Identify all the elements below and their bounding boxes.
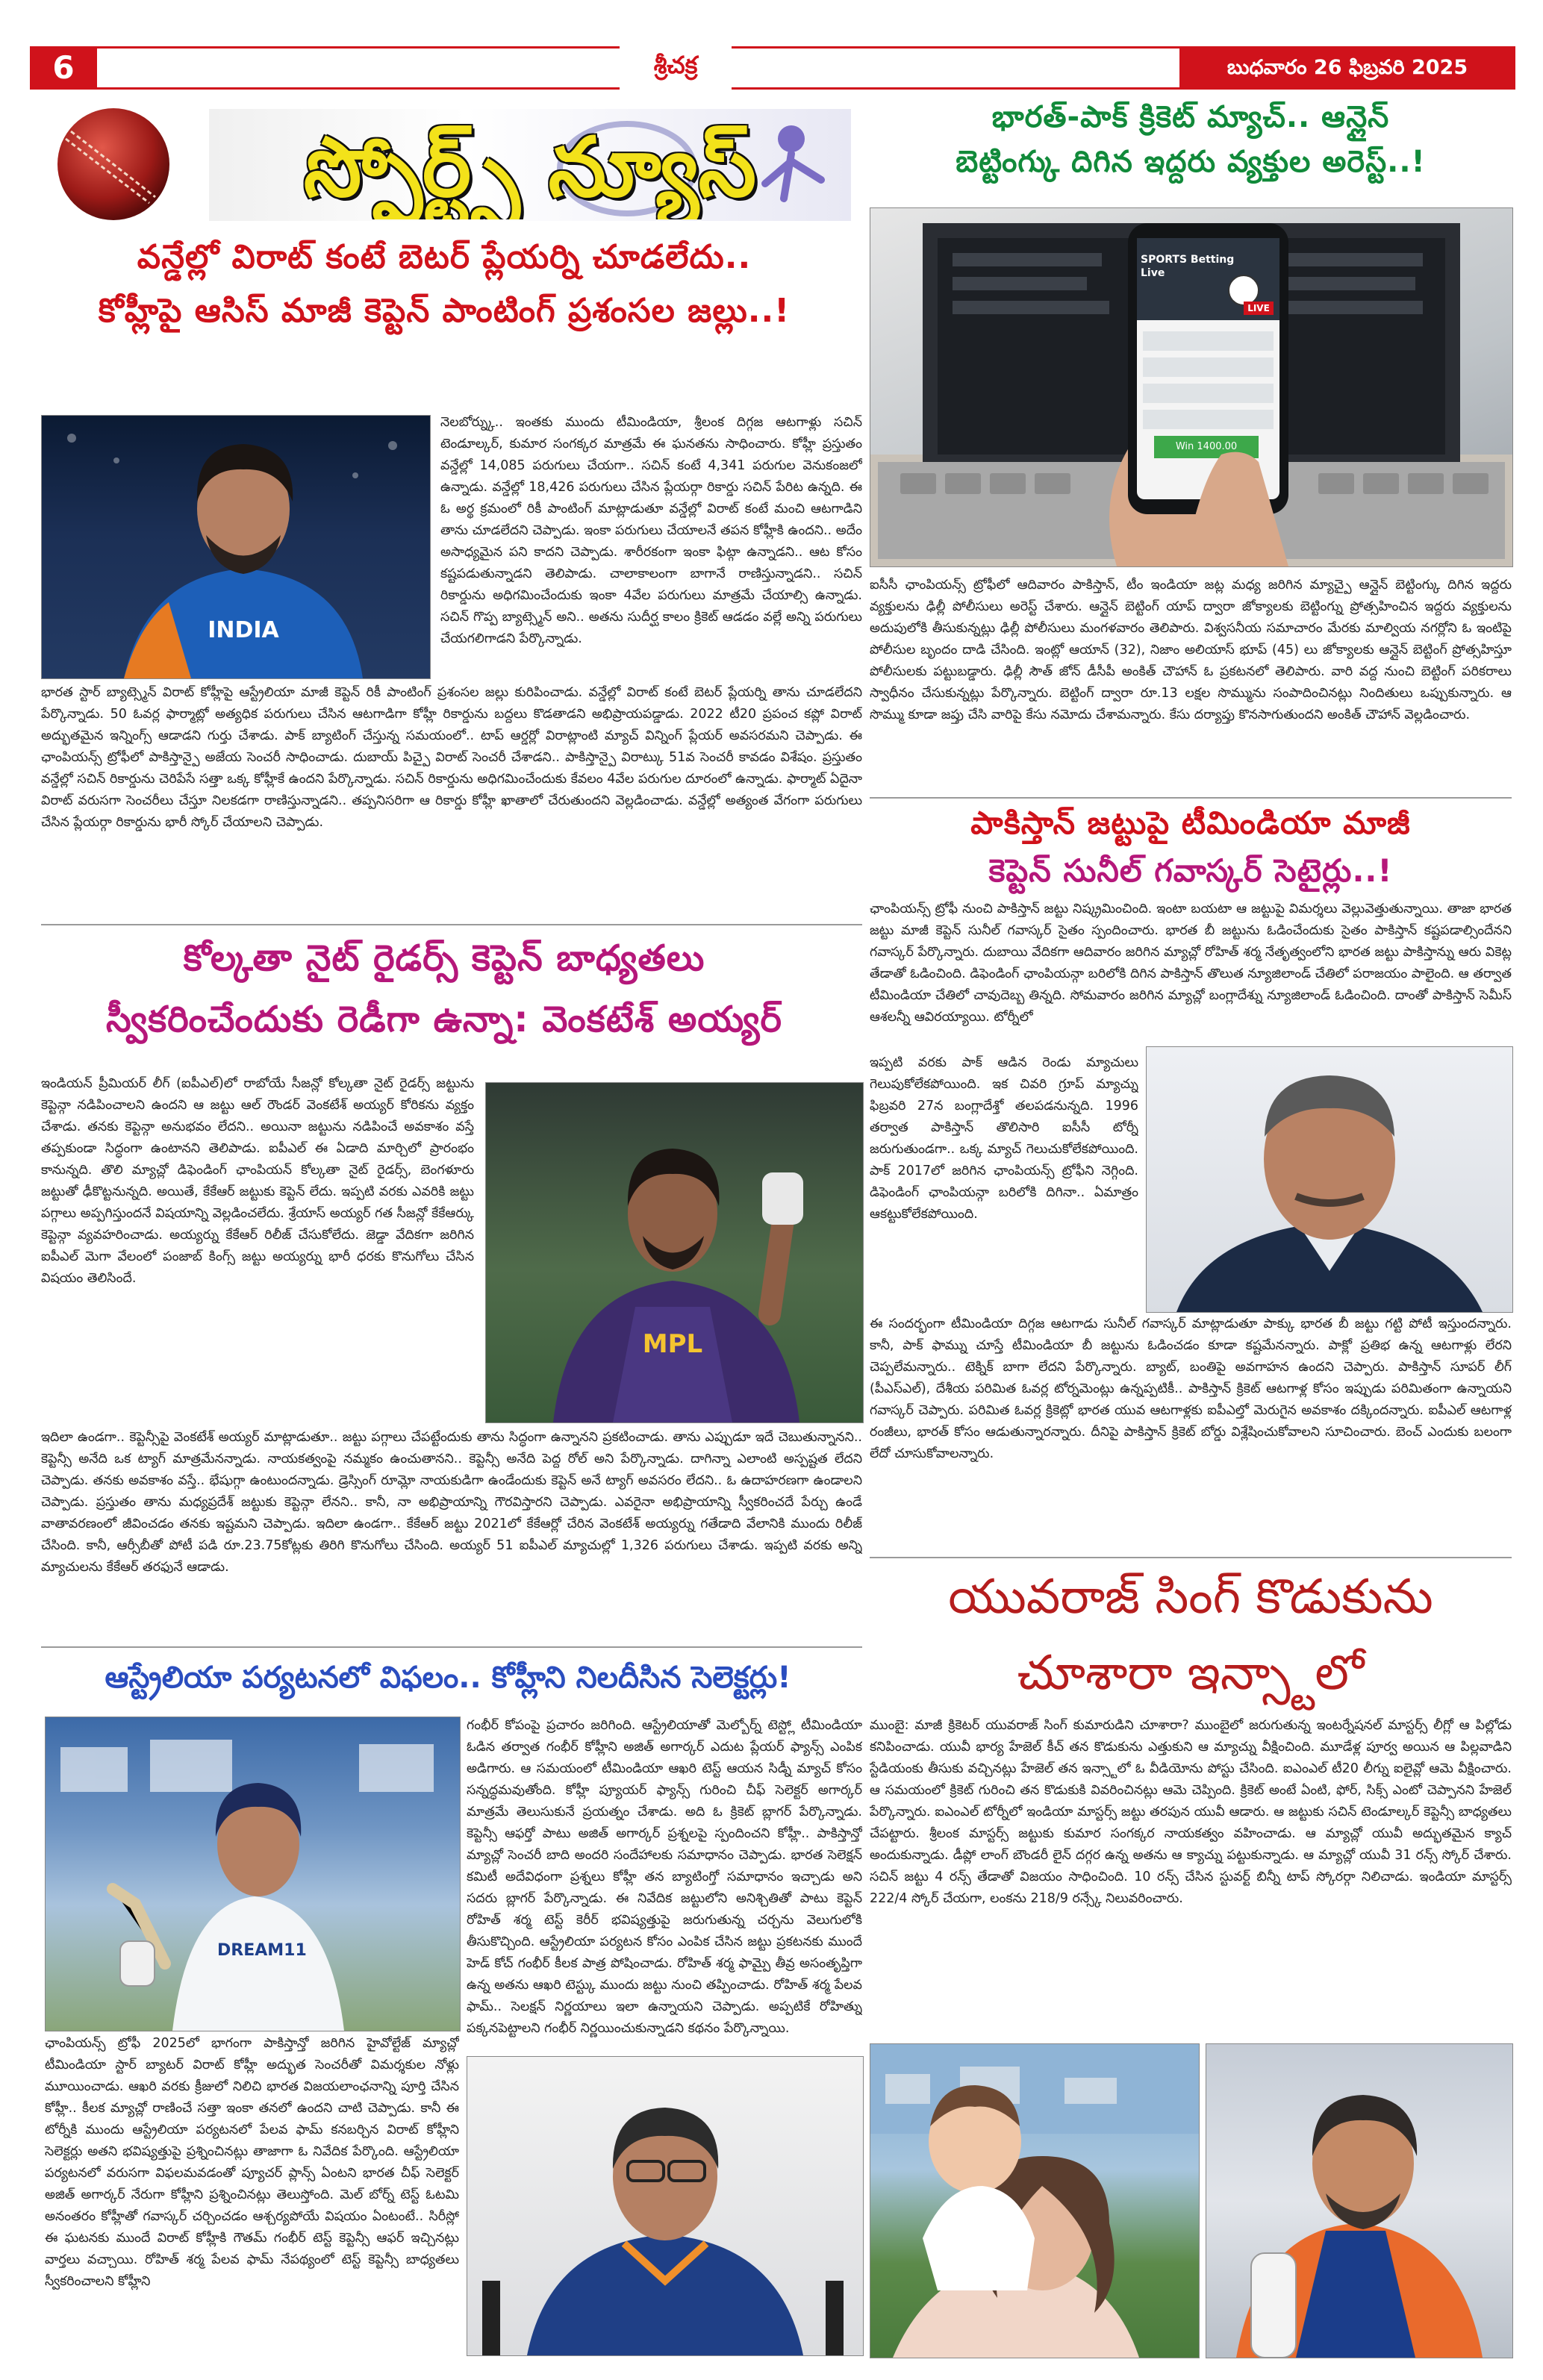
iyer-headline-2: స్వీకరించేందుకు రెడీగా ఉన్నా: వెంకటేశ్ అయ్యర్ [106, 999, 782, 1040]
betting-headline-2: బెట్టింగ్కు దిగిన ఇద్దరు వ్యక్తుల అరెస్ట్..! [956, 145, 1426, 179]
divider-gavaskar [870, 1557, 1512, 1558]
mother-child-illustration [870, 2044, 1199, 2358]
betting-photo [870, 207, 1513, 567]
yuvraj-headline-2: చూశారా ఇన్స్టాలో [1017, 1646, 1365, 1701]
yuvraj-portrait [1206, 2044, 1512, 2358]
gavaskar-photo [1146, 1046, 1513, 1313]
gavaskar-headline-1: పాకిస్తాన్ జట్టుపై టీమిండియా మాజీ [970, 805, 1411, 841]
divider-iyer [41, 1646, 862, 1648]
iyer-portrait [486, 1083, 863, 1422]
kohli-headline-1: వన్డేల్లో విరాట్ కంటే బెటర్ ప్లేయర్ని చూడలేదు.. [137, 238, 752, 276]
page-number-badge [30, 46, 97, 90]
masthead-bar-right [732, 46, 1179, 90]
section-banner [30, 103, 851, 224]
gavaskar-body-top: ఛాంపియన్స్ ట్రోఫీ నుంచి పాకిస్తాన్ జట్టు నిష్క్రమించింది. ఇంటా బయటా ఆ జట్టుపై విమర్శలు వెల్లువెత్తుతున్నాయి. తాజా భారత జట్టు మాజీ కెప్టెన్ సునీల్ గవాస్కర్ సైతం స్పందించారు. భారత బీ జట్టును ఓడించేందుకు సైతం పాకిస్తాన్ కష్టపడాల్సిందేనని గవాస్కర్ పేర్కొన్నారు. దుబాయి వేదికగా ఆదివారం జరిగిన మ్యాచ్లో రోహిత్ శర్మ నేతృత్వంలోని భారత జట్టు పాకిస్తాన్ను ఆరు వికెట్ల తేడాతో ఓడించింది. డిఫెండింగ్ ఛాంపియన్గా బరిలోకి దిగిన పాకిస్తాన్ తొలుత న్యూజిలాండ్ చేతిలో పరాజయం పాలైంది. ఆ తర్వాత టీమిండియా చేతిలో చావుదెబ్బ తిన్నది. సోమవారం జరిగిన మ్యాచ్లో బంగ్లాదేశ్ను న్యూజిలాండ్ ఓడించింది. దాంతో పాకిస్తాన్ సెమీస్ ఆశలన్నీ ఆవిరయ్యాయి. టోర్నీలో [870, 902, 1512, 1025]
betting-screen-amount: Win 1400.00 [1175, 441, 1238, 452]
kohli-headline-2: కోహ్లీపై ఆసిస్ మాజీ కెప్టెన్ పాంటింగ్ ప్రశంసల జల్లు..! [98, 292, 791, 330]
divider-betting [870, 797, 1512, 799]
cricket-ball-icon [30, 103, 202, 224]
betting-headline-1: భారత్-పాక్ క్రికెట్ మ్యాచ్.. ఆన్లైన్ [991, 100, 1390, 134]
yuvraj-family-photo [870, 2043, 1200, 2358]
betting-body: ఐసీసీ ఛాంపియన్స్ ట్రోఫీలో ఆదివారం పాకిస్తాన్, టీం ఇండియా జట్ల మధ్య జరిగిన మ్యాచ్పై ఆన్లైన్ బెట్టింగ్కు దిగిన ఇద్దరు వ్యక్తులను ఢిల్లీ పోలీసులు అరెస్ట్ చేశారు. ఆన్లైన్ బెట్టింగ్ యాప్ ద్వారా జోక్యాలకు బెట్టింగ్ను ప్రోత్సహించిన ఇద్దరు వ్యక్తులను అదుపులోకి తీసుకున్నట్లు ఢిల్లీ పోలీసులు మంగళవారం తెలిపారు. విశ్వసనీయ సమాచారం మేరకు మాల్వియ నగర్లోని ఓ ఇంటిపై పోలీసుల బృందం దాడి చేసింది. ఇంట్లో ఆయాన్ (32), నిజాం అలియాస్ భూప్ (45) లు జోక్యాలకు ఆన్లైన్ బెట్టింగ్ ప్రోత్సహిస్తూ పోలీసులకు పట్టుబడ్డారు. ఢిల్లీ సౌత్ జోన్ డీసీపీ అంకిత్ చౌహాన్ ఓ ప్రకటనలో తెలిపారు. వారి వద్ద నుంచి బెట్టింగ్ పరికరాలు స్వాధీనం చేసుకున్నట్లు పేర్కొన్నారు. బెట్టింగ్ ద్వారా రూ.13 లక్షల సొమ్మును సంపాదించినట్లు నిందితులు ఒప్పుకున్నారు. ఆ సొమ్ము కూడా జప్తు చేసి వారిపై కేసు నమోదు చేశామన్నారు. కేసు దర్యాప్తు కొనసాగుతుందని అంకిత్ చౌహాన్ వెల్లడించారు. [870, 578, 1512, 722]
iyer-body-left: ఇండియన్ ప్రీమియర్ లీగ్ (ఐపీఎల్)లో రాబోయే సీజన్లో కోల్కతా నైట్ రైడర్స్ జట్టును కెప్టెన్గా నడిపించాలని ఉందని ఆ జట్టు ఆల్ రౌండర్ వెంకటేశ్ అయ్యర్ కోరికను వ్యక్తం చేశాడు. తనకు కెప్టెన్గా అనుభవం లేదని.. అయినా జట్టును నడిపించే అవకాశం వస్తే తప్పకుండా సిద్ధంగా ఉంటానని తెలిపాడు. ఐపీఎల్ ఈ ఏడాది మార్చిలో ప్రారంభం కానున్నది. తొలి మ్యాచ్లో డిఫెండింగ్ ఛాంపియన్ కోల్కతా నైట్ రైడర్స్, బెంగళూరు జట్టుతో ఢీకొట్టనున్నది. అయితే, కేకేఆర్ జట్టుకు కెప్టెన్ లేదు. ఇప్పటి వరకు ఎవరికి జట్టు పగ్గాలు అప్పగిస్తుందనే విషయాన్ని వెల్లడించలేదు. శ్రేయాస్ అయ్యర్ గత సీజన్లో కేకేఆర్కు కెప్టెన్గా వ్యవహరించాడు. అయ్యర్ను కేకేఆర్ రిలీజ్ చేసుకోలేదు. జెడ్డా వేదికగా జరిగిన ఐపీఎల్ మెగా వేలంలో పంజాబ్ కింగ్స్ జట్టు అయ్యర్ను భారీ ధరకు కొనుగోలు చేసిన విషయం తెలిసిందే. [41, 1076, 474, 1286]
masthead-logo [620, 46, 732, 90]
kohli-walking-jersey-text: DREAM11 [217, 1941, 307, 1960]
divider-kohli [41, 924, 862, 925]
kohli-photo [41, 415, 431, 679]
gavaskar-body-bottom: ఈ సందర్భంగా టీమిండియా దిగ్గజ ఆటగాడు సునీల్ గవాస్కర్ మాట్లాడుతూ పాక్కు భారత బీ జట్టు గట్టి పోటీ ఇస్తుందన్నారు. కానీ, పాక్ ఫామ్ను చూస్తే టీమిండియా బీ జట్టును ఓడించడం కూడా కష్టమేనన్నారు. పాక్లో ప్రతిభ ఉన్న ఆటగాళ్లు లేరని చెప్పలేమన్నారు.. టెక్నిక్ బాగా లేదని పేర్కొన్నారు. బ్యాట్, బంతిపై అవగాహన ఉందని చెప్పారు. పాకిస్తాన్ సూపర్ లీగ్ (పీఎస్ఎల్), దేశీయ పరిమిత ఓవర్ల టోర్నమెంట్లు ఉన్నప్పటికీ.. పాకిస్తాన్ క్రికెట్ ఆటగాళ్ల కోసం ఇప్పుడు పరిమితంగా ఉన్నాయని గవాస్కర్ చెప్పారు. పరిమిత ఓవర్ల క్రికెట్లో భారత యువ ఆటగాళ్లకు ఐపీఎల్తో మెరుగైన అవకాశం దక్కిందన్నారు. ఐపీఎల్ ఆటగాళ్ల రంజీలు, భారత్ కోసం ఆడుతున్నారన్నారు. దీనిపై పాకిస్తాన్ క్రికెట్ బోర్డు విశ్లేషించుకోవాలని సూచించారు. బెంచ్ ఎందుకు బలంగా లేదో చూసుకోవాలన్నారు. [870, 1317, 1512, 1461]
yuvraj-photo [1206, 2043, 1513, 2358]
kohli-walking-illustration [46, 1717, 460, 2031]
agarkar-portrait [467, 2057, 863, 2355]
kohli-walking-photo [45, 1717, 461, 2031]
betting-screen-live: LIVE [1247, 303, 1270, 313]
iyer-jersey-text: MPL [642, 1329, 703, 1359]
masthead-bar-left [97, 46, 620, 90]
logo-text: శ్రీచక్ర [653, 51, 698, 79]
agarkar-photo [467, 2056, 864, 2356]
selectors-body-left: ఛాంపియన్స్ ట్రోఫీ 2025లో భాగంగా పాకిస్తాన్తో జరిగిన హైవోల్టేజ్ మ్యాచ్లో టీమిండియా స్టార్ బ్యాటర్ విరాట్ కోహ్లీ అద్భుత సెంచరీతో విమర్శకుల నోళ్లు మూయించాడు. ఆఖరి వరకు క్రీజులో నిలిచి భారత విజయలాంఛనాన్ని పూర్తి చేసిన కోహ్లీ.. కీలక మ్యాచ్లో రాణించే సత్తా ఇంకా తనలో ఉందని చాటి చెప్పాడు. కానీ ఈ టోర్నీకి ముందు ఆస్ట్రేలియా పర్యటనలో పేలవ ఫామ్ కనబర్చిన విరాట్ కోహ్లీని సెలెక్టర్లు అతని భవిష్యత్తుపై ప్రశ్నించినట్లు తాజాగా ఓ నివేదిక పేర్కొంది. ఆస్ట్రేలియా పర్యటనలో వరుసగా విఫలమవడంతో ప్యూచర్ ప్లాన్స్ ఏంటని భారత చీఫ్ సెలెక్టర్ అజిత్ అగార్కర్ నేరుగా కోహ్లీని ప్రశ్నించినట్లు తెలుస్తోంది. మెల్ బోర్న్ టెస్ట్ ఓటమి అనంతరం కోహ్లీతో గవాస్కర్ చర్చించడం ఆశ్చర్యపోయే విషయం ఏంటంటే.. సిరీస్లో ఈ ఘటనకు ముందే విరాట్ కోహ్లీకి గౌతమ్ గంభీర్ టెస్ట్ కెప్టెన్సీ ఆఫర్ ఇచ్చినట్లు వార్తలు వచ్చాయి. రోహిత్ శర్మ పేలవ ఫామ్ నేపథ్యంలో టెస్ట్ కెప్టెన్సీ బాధ్యతలు స్వీకరించాలని కోహ్లీని [45, 2036, 459, 2289]
page-number: 6 [52, 49, 75, 86]
betting-screen-title: SPORTS Betting Live [1141, 254, 1235, 279]
kohli-jersey-text: INDIA [208, 617, 279, 643]
iyer-photo [485, 1082, 864, 1423]
gavaskar-headline-2: కెప్టెన్ సునీల్ గవాస్కర్ సెటైర్లు..! [988, 852, 1393, 889]
date-badge [1179, 46, 1515, 90]
section-title: స్పోర్ట్స్ న్యూస్ [303, 119, 756, 215]
gavaskar-body-left: ఇప్పటి వరకు పాక్ ఆడిన రెండు మ్యాచులు గెలుపుకోలేకపోయింది. ఇక చివరి గ్రూప్ మ్యాచ్ను ఫిబ్రవరి 27న బంగ్లాదేశ్తో తలపడనున్నది. 1996 తర్వాత పాకిస్తాన్ తొలిసారి ఐసీసీ టోర్నీ జరుగుతుండగా.. ఒక్క మ్యాచ్ గెలుచుకోలేకపోయింది. పాక్ 2017లో జరిగిన ఛాంపియన్స్ ట్రోఫీని నెగ్గింది. డిఫెండింగ్ ఛాంపియన్గా బరిలోకి దిగినా.. ఏమాత్రం ఆకట్టుకోలేకపోయింది. [870, 1055, 1138, 1222]
issue-date: బుధవారం 26 ఫిబ్రవరి 2025 [1226, 56, 1468, 79]
kohli-body-bottom: భారత స్టార్ బ్యాట్స్మెన్ విరాట్ కోహ్లీపై ఆస్ట్రేలియా మాజీ కెప్టెన్ రికీ పాంటింగ్ ప్రశంసల జల్లు కురిపించాడు. వన్డేల్లో విరాట్ కంటే బెటర్ ప్లేయర్ని తాను చూడలేదని పేర్కొన్నాడు. 50 ఓవర్ల ఫార్మాట్లో అత్యధిక పరుగులు చేసిన ఆటగాడిగా కోహ్లీ రికార్డును బద్దలు కొడతాడని అభిప్రాయపడ్డాడు. 2022 టీ20 ప్రపంచ కప్లో విరాట్ అద్భుతమైన ఇన్నింగ్స్ ఆడాడని గుర్తు చేశాడు. పాక్ బ్యాటింగ్ చేస్తున్న సమయంలో.. టాప్ ఆర్డర్లో విరాట్లాంటి మ్యాచ్ విన్నింగ్ ప్లేయర్ అవసరమని చెప్పాడు. ఈ ఛాంపియన్స్ ట్రోఫీలో పాకిస్తాన్పై అజేయ సెంచరీ సాధించాడు. దుబాయ్ పిచ్పై విరాట్ సెంచరీ చేశాడని.. పాకిస్తాన్పై విరాట్కు 51వ సెంచరీ కావడం విశేషం. ప్రస్తుతం వన్డేల్లో సచిన్ రికార్డును చెరిపేసే సత్తా ఒక్క కోహ్లీకే ఉందని పేర్కొన్నాడు. సచిన్ రికార్డును అధిగమించేందుకు కేవలం 4వేల పరుగుల దూరంలో ఉన్నాడు. ఫార్మాట్ ఏదైనా విరాట్ వరుసగా సెంచరీలు చేస్తూ నిలకడగా రాణిస్తున్నాడని.. తప్పనిసరిగా ఆ రికార్డు కోహ్లీ ఖాతాలో చేరుతుందని వెల్లడించాడు. వన్డేల్లో అత్యంత వేగంగా పరుగులు చేసిన ప్లేయర్గా రికార్డును భారీ స్కోర్ చేయాలని చెప్పాడు. [41, 685, 862, 830]
yuvraj-headline-1: యువరాజ్ సింగ్ కొడుకును [948, 1570, 1433, 1625]
selectors-body-right: గంభీర్ కోపంపై ప్రచారం జరిగింది. ఆస్ట్రేలియాతో మెల్బోర్న్ టెస్ట్లో టీమిండియా ఓడిన తర్వాత గంభీర్ కోహ్లీని అజిత్ అగార్కర్ ఎదుట ప్లేయర్ ఫ్యాన్స్ ఎంపిక అడిగారు. ఆ సమయంలో టీమిండియా ఆఖరి టెస్ట్ ఆయన సిడ్నీ మ్యాచ్ కోసం సన్నద్ధమవుతోంది. కోహ్లీ ప్యూయర్ ఫ్యాన్స్ గురించి చీఫ్ సెలెక్టర్ అగార్కర్ మాత్రమే తెలుసుకునే ప్రయత్నం చేశాడు. అది ఓ క్రికెట్ బ్లాగర్ పేర్కొన్నాడు. కెప్టెన్సీ ఆఫర్తో పాటు అజిత్ అగార్కర్ ప్రశ్నలపై స్పందించని కోహ్లీ.. పాకిస్తాన్తో మ్యాచ్లో సెంచరీ బాది అందరి సందేహాలకు సమాధానం చెప్పాడు. భారత సెలెక్షన్ కమిటీ అదేవిధంగా ప్రశ్నలు కోహ్లీ తన బ్యాటింగ్తో సమాధానం ఇచ్చాడు అని సదరు బ్లాగర్ పేర్కొన్నాడు. ఈ నివేదిక జట్టులోని అనిశ్చితితో పాటు కెప్టెన్ రోహిత్ శర్మ టెస్ట్ కెరీర్ భవిష్యత్తుపై జరుగుతున్న చర్చను వెలుగులోకి తీసుకొచ్చింది. ఆస్ట్రేలియా పర్యటన కోసం ఎంపిక చేసిన జట్టు ప్రకటనకు ముందే హెడ్ కోచ్ గంభీర్ కీలక పాత్ర పోషించాడు. రోహిత్ శర్మ ఫామ్పై తీవ్ర అసంతృప్తిగా ఉన్న అతను ఆఖరి టెస్ట్కు ముందు జట్టు నుంచి తప్పించాడు. రోహిత్ శర్మ పేలవ ఫామ్.. సెలక్షన్ నిర్ణయాలు ఇలా ఉన్నాయని చెప్పాడు. అప్పటికే రోహిత్ను పక్కనపెట్టాలని గంభీర్ నిర్ణయించుకున్నాడని కథనం పేర్కొన్నాయి. [467, 1718, 862, 2036]
kohli-body-right: నెలబోర్న్కు.. ఇంతకు ముందు టీమిండియా, శ్రీలంక దిగ్గజ ఆటగాళ్లు సచిన్ టెండూల్కర్, కుమార సంగక్కర మాత్రమే ఈ ఘనతను సాధించారు. కోహ్లీ ప్రస్తుతం వన్డేల్లో 14,085 పరుగులు చేయగా.. సచిన్ కంటే 4,341 పరుగుల వెనుకంజలో ఉన్నాడు. వన్డేల్లో 18,426 పరుగులు చేసిన ప్లేయర్గా రికార్డు సచిన్ పేరిట ఉన్నది. ఈ ఓ అర్థ క్రమంలో రికీ పాంటింగ్ మాట్లాడుతూ వన్డేల్లో విరాట్ కంటే మంచి ఆటగాడిని తాను చూడలేదని చెప్పాడు. ఇంకా పరుగులు చేయాలనే తపన కోహ్లీకి ఉందని.. అదేం అసాధ్యమైన పని కాదని చెప్పాడు. శారీరకంగా ఇంకా ఫిట్గా ఉన్నాడని.. ఆట కోసం కష్టపడుతున్నాడని తెలిపాడు. చాలాకాలంగా బాగానే రాణిస్తున్నాడని.. సచిన్ రికార్డును అధిగమించేందుకు ఇంకా 4వేల పరుగులు మాత్రమే చేయాల్సి ఉన్నాడు. సచిన్ గొప్ప బ్యాట్స్మెన్ అని.. అతను సుదీర్ఘ కాలం క్రికెట్ ఆడడం వల్లే అన్ని పరుగులు చేయగలిగాడని పేర్కొన్నాడు. [440, 415, 862, 646]
iyer-body-bottom: ఇదిలా ఉండగా.. కెప్టెన్సీపై వెంకటేశ్ అయ్యర్ మాట్లాడుతూ.. జట్టు పగ్గాలు చేపట్టేందుకు తాను సిద్ధంగా ఉన్నానని ప్రకటించాడు. తాను ఎప్పుడూ ఇదే చెబుతున్నానని.. కెప్టెన్సీ అనేది ఒక ట్యాగ్ మాత్రమేనన్నాడు. నాయకత్వంపై నమ్మకం ఉంచుతానని.. కెప్టెన్సీ అనేది పెద్ద రోల్ అని పేర్కొన్నాడు. దాగిన్నా ఎలాంటి అస్పష్టత లేదని చెప్పాడు. తనకు అవకాశం వస్తే.. భేషుగ్గా ఉంటుందన్నాడు. డ్రెస్సింగ్ రూమ్లో నాయకుడిగా ఉండేందుకు కెప్టెన్ అనే ట్యాగ్ అవసరం లేదని.. ఓ ఉదాహరణగా ఉండాలని చెప్పాడు. ప్రస్తుతం తాను మధ్యప్రదేశ్ జట్టుకు కెప్టెన్గా లేనని.. కానీ, నా అభిప్రాయాన్ని గౌరవిస్తారని చెప్పాడు. ఎవరైనా అభిప్రాయాన్ని స్వీకరించదే పేర్చు ఉండే వాతావరణంలో జీవించడం తనకు ఇష్టమని చెప్పాడు. ఇదిలా ఉండగా.. కేకేఆర్ జట్టు 2021లో కేకేఆర్లో చేరిన వెంకటేశ్ అయ్యర్ను గతేడాది వేలానికి ముందు రిలీజ్ చేసింది. కానీ, ఆర్సీబీతో పోటీ పడి రూ.23.75కోట్లకు తిరిగి కొనుగోలు చేసింది. అయ్యర్ 51 ఐపీఎల్ మ్యాచుల్లో 1,326 పరుగులు చేశాడు. ఇప్పటి వరకు అన్ని మ్యాచులను కేకేఆర్ తరఫునే ఆడాడు. [41, 1430, 862, 1575]
yuvraj-body: ముంబై: మాజీ క్రికెటర్ యువరాజ్ సింగ్ కుమారుడిని చూశారా? ముంబైలో జరుగుతున్న ఇంటర్నేషనల్ మాస్టర్స్ లీగ్లో ఆ పిల్లోడు కనిపించాడు. యువీ భార్య హేజెల్ కీచ్ తన కొడుకును ఎత్తుకుని ఆ మ్యాచ్ను వీక్షించింది. మూడేళ్ల పూర్వ అయిన ఆ పిల్లవాడిని స్టేడియంకు తీసుకు వచ్చినట్లు హేజెల్ తన ఇన్స్టాలో ఓ వీడియోను పోస్టు చేసింది. ఐఎంఎల్ టీ20 లీగ్ను ఐలైవ్లో ఆమె వీక్షించారు. ఆ సమయంలో క్రికెట్ గురించి తన కొడుకుకి వివరించినట్లు ఆమె చెప్పింది. క్రికెట్ అంటే ఏంటి, ఫోర్, సిక్స్ ఎంటో చెప్పానని హేజెల్ పేర్కొన్నారు. ఐఎంఎల్ టోర్నీలో ఇండియా మాస్టర్స్ జట్టు తరపున యువీ ఆడారు. ఆ జట్టుకు సచిన్ టెండూల్కర్ కెప్టెన్సీ బాధ్యతలు చేపట్టారు. శ్రీలంక మాస్టర్స్ జట్టుకు కుమార సంగక్కర నాయకత్వం వహించాడు. ఆ మ్యాచ్లో యువీ అద్భుతమైన క్యాచ్ అందుకున్నాడు. డీప్లో లాంగ్ బౌండరీ లైన్ దగ్గర ఉన్న అతను ఆ క్యాచ్ను పట్టుకున్నాడు. ఆ మ్యాచ్లో యువీ 31 రన్స్ స్కోర్ చేశారు. సచిన్ జట్టు 4 రన్స్ తేడాతో విజయం సాధించింది. 10 రన్స్ చేసిన స్టువర్ట్ బిన్నీ టాప్ స్కోరర్గా నిలిచాడు. ఇండియా మాస్టర్స్ 222/4 స్కోర్ చేయగా, లంకను 218/9 రన్స్కే నిలువరించారు. [870, 1718, 1512, 1906]
gavaskar-portrait [1147, 1047, 1512, 1312]
iyer-headline-1: కోల్కతా నైట్ రైడర్స్ కెప్టెన్ బాధ్యతలు [183, 937, 705, 979]
selectors-headline: ఆస్ట్రేలియా పర్యటనలో విఫలం.. కోహ్లీని నిలదీసిన సెలెక్టర్లు! [105, 1661, 791, 1695]
